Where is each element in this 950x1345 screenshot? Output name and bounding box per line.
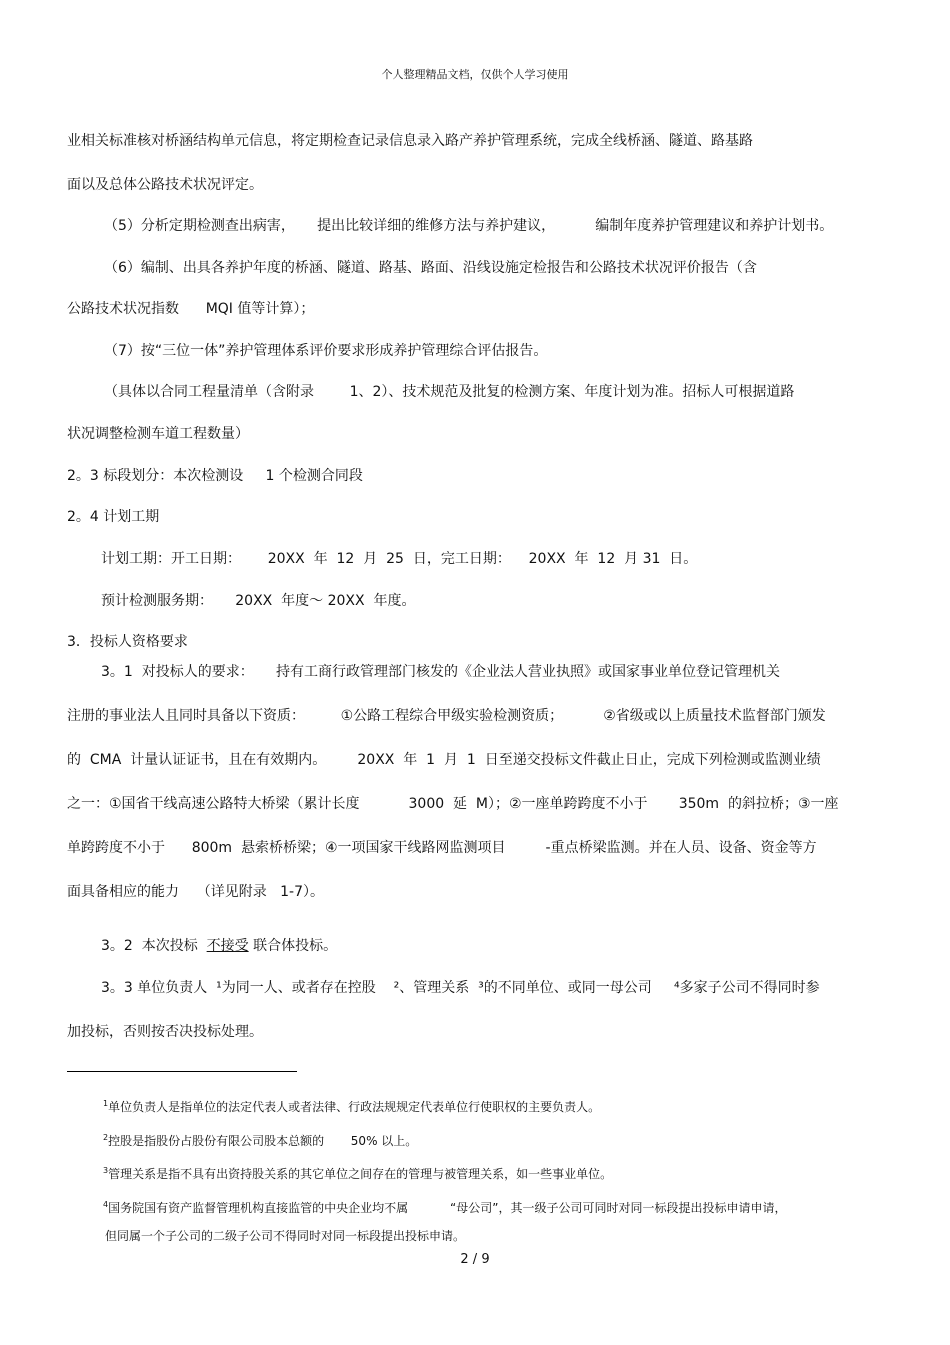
body-line: （6）编制、出具各养护年度的桥涵、隧道、路基、路面、沿线设施定检报告和公路技术状况评价报告（含 xyxy=(104,260,757,276)
footnote-separator xyxy=(67,1071,297,1072)
footnote xyxy=(103,1197,787,1216)
footnote xyxy=(103,1096,600,1115)
body-line: 业相关标准核对桥涵结构单元信息，将定期检查记录信息录入路产养护管理系统，完成全线桥涵、隧道、路基路 xyxy=(67,133,753,149)
body-text: 3。2 本次投标 xyxy=(101,938,207,954)
underlined-text: 不接受 xyxy=(206,938,249,954)
body-line: （7）按“三位一体”养护管理体系评价要求形成养护管理综合评估报告。 xyxy=(104,343,548,359)
footnote-text: 控股是指股份占股份有限公司股本总额的 50% 以上。 xyxy=(108,1134,418,1148)
page-header: 个人整理精品文档，仅供个人学习使用 xyxy=(381,68,569,81)
body-text: 联合体投标。 xyxy=(248,938,338,954)
body-line: 计划工期：开工日期： 20XX 年 12 月 25 日，完工日期： 20XX 年 12 月 31 日。 xyxy=(101,551,698,567)
body-line: （具体以合同工程量清单（含附录 1、2）、技术规范及批复的检测方案、年度计划为准。招标人可根据道路 xyxy=(104,384,795,400)
body-line: 公路技术状况指数 MQI 值等计算）； xyxy=(67,301,315,317)
footnote-mark: 1 xyxy=(103,1099,109,1108)
page-number: 2 / 9 xyxy=(460,1252,490,1267)
body-line: 预计检测服务期： 20XX 年度～ 20XX 年度。 xyxy=(101,593,416,609)
body-line: 注册的事业法人且同时具备以下资质： ①公路工程综合甲级实验检测资质； ②省级或以上质量技术监督部门颁发 xyxy=(67,708,826,724)
footnote-text: 国务院国有资产监督管理机构直接监管的中央企业均不属 “母公司”，其一级子公司可同时对同一标段提出投标申请申请， xyxy=(108,1201,787,1215)
section-heading: 3．投标人资格要求 xyxy=(67,634,188,650)
body-line: 面以及总体公路技术状况评定。 xyxy=(67,177,263,193)
footnote-mark: 3 xyxy=(103,1166,109,1175)
body-line: 单跨跨度不小于 800m 悬索桥桥梁；④一项国家干线路网监测项目 -重点桥梁监测。并在人员、设备、资金等方 xyxy=(67,840,817,856)
body-line: 的 CMA 计量认证证书，且在有效期内。 20XX 年 1 月 1 日至递交投标文件截止日止，完成下列检测或监测业绩 xyxy=(67,752,821,768)
footnote-mark: 2 xyxy=(103,1133,109,1142)
section-heading: 2。4 计划工期 xyxy=(67,509,160,525)
body-line: 3。3 单位负责人 ¹为同一人、或者存在控股 ²、管理关系 ³的不同单位、或同一母公司 ⁴多家子公司不得同时参 xyxy=(101,980,820,996)
body-line: 状况调整检测车道工程数量） xyxy=(67,426,249,442)
body-line: 加投标，否则按否决投标处理。 xyxy=(67,1024,263,1040)
footnote-continuation: 但同属一个子公司的二级子公司不得同时对同一标段提出投标申请。 xyxy=(105,1229,466,1243)
footnote-mark: 4 xyxy=(103,1200,109,1209)
footnote-text: 单位负责人是指单位的法定代表人或者法律、行政法规规定代表单位行使职权的主要负责人。 xyxy=(108,1100,601,1114)
body-line: 面具备相应的能力 （详见附录 1-7）。 xyxy=(67,884,325,900)
footnote-text: 管理关系是指不具有出资持股关系的其它单位之间存在的管理与被管理关系，如一些事业单位。 xyxy=(108,1167,613,1181)
body-line: 之一：①国省干线高速公路特大桥梁（累计长度 3000 延 M）；②一座单跨跨度不小于 350m 的斜拉桥；③一座 xyxy=(67,796,839,812)
body-line: （5）分析定期检测查出病害， 提出比较详细的维修方法与养护建议， 编制年度养护管理建议和养护计划书。 xyxy=(104,218,834,234)
footnote xyxy=(103,1130,417,1149)
section-heading: 2。3 标段划分：本次检测设 1 个检测合同段 xyxy=(67,468,363,484)
body-line xyxy=(101,937,337,955)
body-line: 3。1 对投标人的要求： 持有工商行政管理部门核发的《企业法人营业执照》或国家事业单位登记管理机关 xyxy=(101,664,780,680)
footnote xyxy=(103,1163,612,1182)
